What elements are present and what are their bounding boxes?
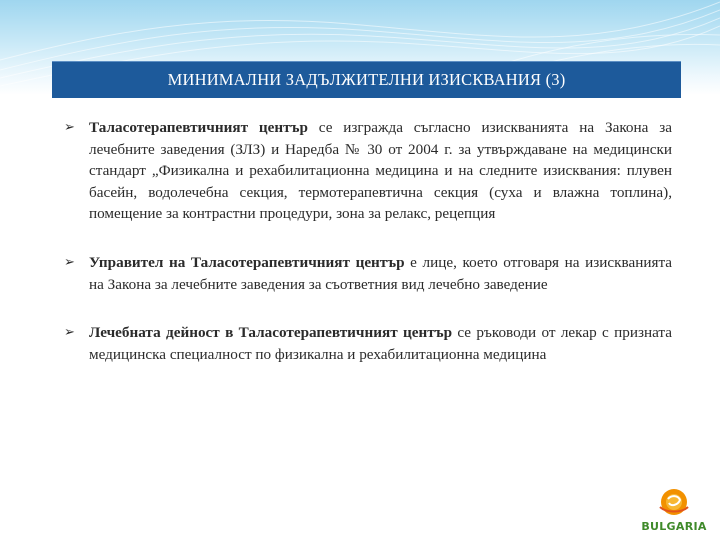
- bullet-3-bold: Лечебната дейност в Таласотерапевтичният център: [89, 324, 453, 342]
- bullet-2-text: е лице, което отговаря на изискванията на Закона за лечебните заведения за съответния вид лечебно заведение: [89, 253, 673, 293]
- bullet-1-bold: Таласотерапевтичният център: [89, 119, 308, 136]
- bulgaria-logo: [638, 485, 710, 533]
- slide-title: МИНИМАЛНИ ЗАДЪЛЖИТЕЛНИ ИЗИСКВАНИЯ (3): [167, 70, 566, 89]
- arrow-bullet-icon: ➢: [64, 254, 75, 270]
- arrow-bullet-icon: ➢: [64, 120, 75, 135]
- bullet-item-2: [64, 252, 672, 295]
- sun-logo-icon: [638, 485, 710, 519]
- slide-title-bar: [52, 61, 681, 98]
- bullet-3-text: се ръководи от лекар с призната медицинска специалност по физикална и рехабилитационна медицина: [89, 324, 672, 363]
- bullet-item-3: [64, 322, 672, 365]
- arrow-bullet-icon: ➢: [64, 325, 75, 341]
- bullet-2-bold: Управител на Таласотерапевтичният център: [89, 253, 405, 271]
- bullet-list: [64, 117, 672, 365]
- bullet-item-1: [64, 117, 672, 225]
- logo-text: BULGARIA: [641, 520, 707, 533]
- bullet-1-text: се изгражда съгласно изискванията на Закона за лечебните заведения (ЗЛЗ) и Наредба № 30 от 2004 г. за утвърждаване на медицински стандарт „Физикална и рехабилитационна медицина и на следните изисквания: плувен басейн, водолечебна секция, термотерапевтична секция (суха и влажна топлина), помещение за контрастни процедури, зона за релакс, рецепция: [89, 119, 672, 223]
